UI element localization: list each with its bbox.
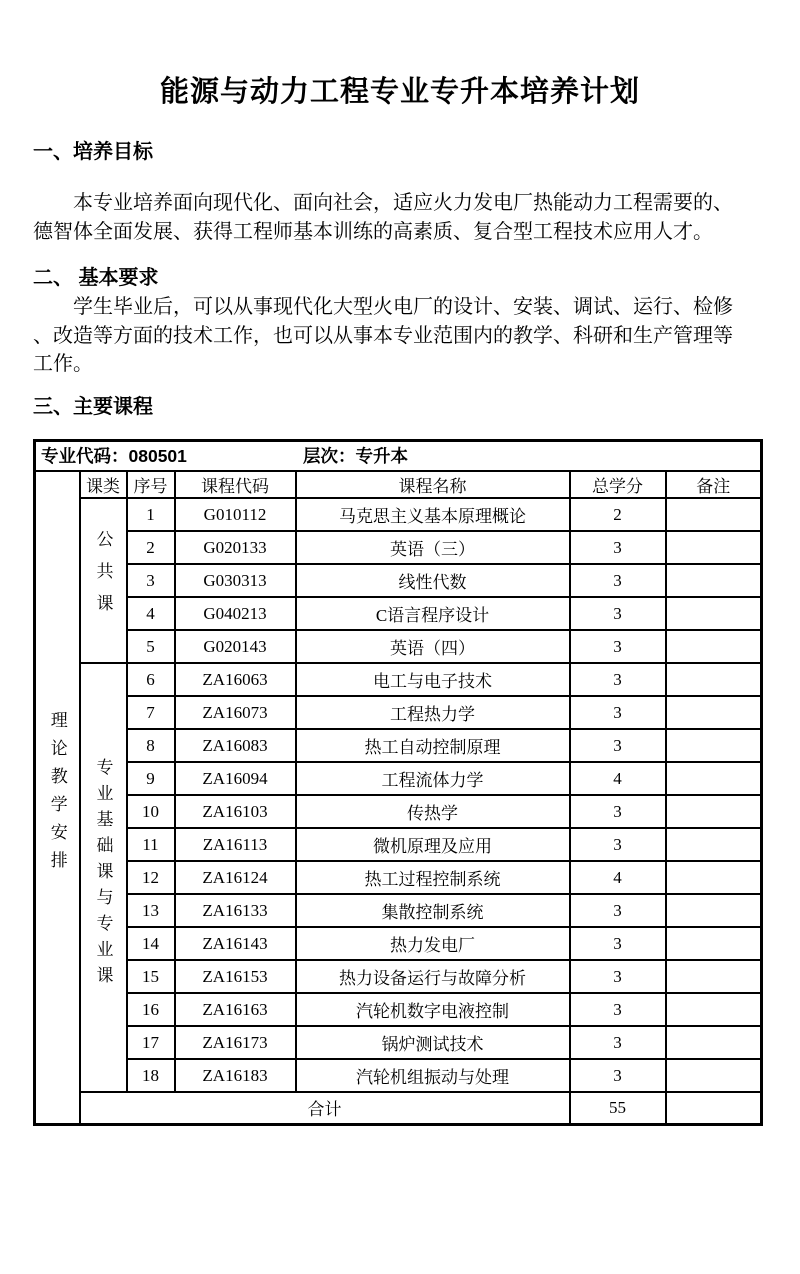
course-seq-cell: 4 (127, 597, 175, 630)
course-seq-cell: 18 (127, 1059, 175, 1092)
course-code-cell: ZA16103 (175, 795, 296, 828)
course-name-cell: 热力设备运行与故障分析 (296, 960, 570, 993)
major-code-label: 专业代码： (41, 446, 129, 467)
header-course-name: 课程名称 (296, 471, 570, 498)
table-meta-cell (35, 440, 762, 471)
document-page (0, 74, 800, 1126)
section-heading-training-objectives: 一、培养目标 (33, 141, 153, 163)
table-row (35, 1026, 762, 1059)
course-credits-cell: 3 (570, 828, 666, 861)
course-group-professional-label: 专业基础课与专业课 (93, 758, 113, 992)
course-name-cell: 集散控制系统 (296, 894, 570, 927)
section-heading-basic-requirements: 二、 基本要求 (33, 267, 159, 289)
course-seq-cell: 9 (127, 762, 175, 795)
course-code-cell: G020143 (175, 630, 296, 663)
course-seq-cell: 1 (127, 498, 175, 531)
course-remark-cell (666, 993, 762, 1026)
course-credits-cell: 3 (570, 564, 666, 597)
course-seq-cell: 6 (127, 663, 175, 696)
course-remark-cell (666, 663, 762, 696)
course-credits-cell: 3 (570, 597, 666, 630)
table-row (35, 960, 762, 993)
major-code (41, 443, 303, 468)
table-row (35, 531, 762, 564)
row-group-label: 理论教学安排 (47, 710, 67, 879)
course-seq-cell: 12 (127, 861, 175, 894)
table-row (35, 729, 762, 762)
total-label-cell: 合计 (80, 1092, 570, 1124)
course-group-public-label: 公共课 (93, 530, 113, 626)
course-credits-cell: 3 (570, 795, 666, 828)
training-objectives-paragraph (33, 189, 767, 246)
course-remark-cell (666, 960, 762, 993)
course-remark-cell (666, 531, 762, 564)
course-seq-cell: 11 (127, 828, 175, 861)
table-row (35, 894, 762, 927)
course-seq-cell: 8 (127, 729, 175, 762)
course-code-cell: ZA16163 (175, 993, 296, 1026)
course-remark-cell (666, 597, 762, 630)
course-credits-cell: 3 (570, 630, 666, 663)
table-total-row (35, 1092, 762, 1124)
course-group-public-cell (80, 498, 127, 663)
table-header-row (35, 471, 762, 498)
course-code-cell: ZA16143 (175, 927, 296, 960)
course-code-cell: ZA16113 (175, 828, 296, 861)
course-remark-cell (666, 630, 762, 663)
course-credits-cell: 3 (570, 894, 666, 927)
course-name-cell: 英语（三） (296, 531, 570, 564)
table-row (35, 993, 762, 1026)
header-course-code: 课程代码 (175, 471, 296, 498)
course-code-cell: G040213 (175, 597, 296, 630)
course-seq-cell: 16 (127, 993, 175, 1026)
course-remark-cell (666, 828, 762, 861)
course-name-cell: 汽轮机数字电液控制 (296, 993, 570, 1026)
course-code-cell: G020133 (175, 531, 296, 564)
course-seq-cell: 7 (127, 696, 175, 729)
course-name-cell: 工程热力学 (296, 696, 570, 729)
row-group-cell (35, 471, 80, 1124)
course-credits-cell: 3 (570, 1059, 666, 1092)
table-row (35, 630, 762, 663)
course-name-cell: 线性代数 (296, 564, 570, 597)
paragraph-line: 德智体全面发展、获得工程师基本训练的高素质、复合型工程技术应用人才。 (33, 220, 713, 243)
course-code-cell: G010112 (175, 498, 296, 531)
course-seq-cell: 3 (127, 564, 175, 597)
course-code-cell: G030313 (175, 564, 296, 597)
level-label: 层次： (303, 446, 356, 467)
table-row (35, 795, 762, 828)
course-seq-cell: 17 (127, 1026, 175, 1059)
course-name-cell: 马克思主义基本原理概论 (296, 498, 570, 531)
level-value: 专升本 (355, 446, 408, 467)
course-code-cell: ZA16094 (175, 762, 296, 795)
course-code-cell: ZA16124 (175, 861, 296, 894)
total-credits-cell: 55 (570, 1092, 666, 1124)
course-credits-cell: 3 (570, 729, 666, 762)
table-meta-row (35, 440, 762, 471)
course-seq-cell: 14 (127, 927, 175, 960)
course-credits-cell: 3 (570, 696, 666, 729)
course-credits-cell: 3 (570, 1026, 666, 1059)
course-remark-cell (666, 1059, 762, 1092)
course-name-cell: 微机原理及应用 (296, 828, 570, 861)
course-name-cell: 电工与电子技术 (296, 663, 570, 696)
course-name-cell: 传热学 (296, 795, 570, 828)
course-code-cell: ZA16153 (175, 960, 296, 993)
paragraph-line: 工作。 (33, 353, 93, 375)
table-row (35, 696, 762, 729)
major-code-value: 080501 (128, 446, 187, 467)
page-title: 能源与动力工程专业专升本培养计划 (159, 76, 640, 108)
paragraph-line: 、改造等方面的技术工作，也可以从事本专业范围内的教学、科研和生产管理等 (33, 324, 733, 347)
course-code-cell: ZA16063 (175, 663, 296, 696)
course-name-cell: 锅炉测试技术 (296, 1026, 570, 1059)
course-remark-cell (666, 1026, 762, 1059)
paragraph-line: 本专业培养面向现代化、面向社会，适应火力发电厂热能动力工程需要的、 (73, 192, 733, 214)
course-seq-cell: 2 (127, 531, 175, 564)
course-remark-cell (666, 729, 762, 762)
course-code-cell: ZA16073 (175, 696, 296, 729)
course-code-cell: ZA16133 (175, 894, 296, 927)
course-credits-cell: 2 (570, 498, 666, 531)
table-row (35, 1059, 762, 1092)
course-seq-cell: 13 (127, 894, 175, 927)
section-heading-main-courses: 三、主要课程 (33, 395, 153, 418)
course-seq-cell: 15 (127, 960, 175, 993)
course-name-cell: 热力发电厂 (296, 927, 570, 960)
course-credits-cell: 3 (570, 960, 666, 993)
table-row (35, 927, 762, 960)
course-remark-cell (666, 894, 762, 927)
course-remark-cell (666, 762, 762, 795)
table-row (35, 663, 762, 696)
course-credits-cell: 4 (570, 861, 666, 894)
table-row (35, 861, 762, 894)
course-code-cell: ZA16173 (175, 1026, 296, 1059)
course-group-professional-cell (80, 663, 127, 1092)
course-seq-cell: 5 (127, 630, 175, 663)
course-code-cell: ZA16183 (175, 1059, 296, 1092)
course-name-cell: 汽轮机组振动与处理 (296, 1059, 570, 1092)
table-row (35, 597, 762, 630)
header-remarks: 备注 (666, 471, 762, 498)
course-remark-cell (666, 795, 762, 828)
course-seq-cell: 10 (127, 795, 175, 828)
table-row (35, 498, 762, 531)
basic-requirements-paragraph (33, 293, 767, 379)
header-total-credits: 总学分 (570, 471, 666, 498)
course-name-cell: 热工自动控制原理 (296, 729, 570, 762)
course-table (33, 439, 763, 1126)
course-credits-cell: 4 (570, 762, 666, 795)
course-remark-cell (666, 564, 762, 597)
table-row (35, 564, 762, 597)
course-credits-cell: 3 (570, 663, 666, 696)
course-code-cell: ZA16083 (175, 729, 296, 762)
course-name-cell: 热工过程控制系统 (296, 861, 570, 894)
course-name-cell: 工程流体力学 (296, 762, 570, 795)
course-credits-cell: 3 (570, 927, 666, 960)
course-remark-cell (666, 861, 762, 894)
header-seq: 序号 (127, 471, 175, 498)
course-name-cell: 英语（四） (296, 630, 570, 663)
course-remark-cell (666, 696, 762, 729)
course-name-cell: C语言程序设计 (296, 597, 570, 630)
paragraph-line: 学生毕业后，可以从事现代化大型火电厂的设计、安装、调试、运行、检修 (73, 296, 733, 318)
course-remark-cell (666, 927, 762, 960)
total-remark-cell (666, 1092, 762, 1124)
level (303, 446, 408, 466)
table-row (35, 828, 762, 861)
header-course-type: 课类 (80, 471, 127, 498)
course-credits-cell: 3 (570, 993, 666, 1026)
course-remark-cell (666, 498, 762, 531)
course-credits-cell: 3 (570, 531, 666, 564)
table-row (35, 762, 762, 795)
